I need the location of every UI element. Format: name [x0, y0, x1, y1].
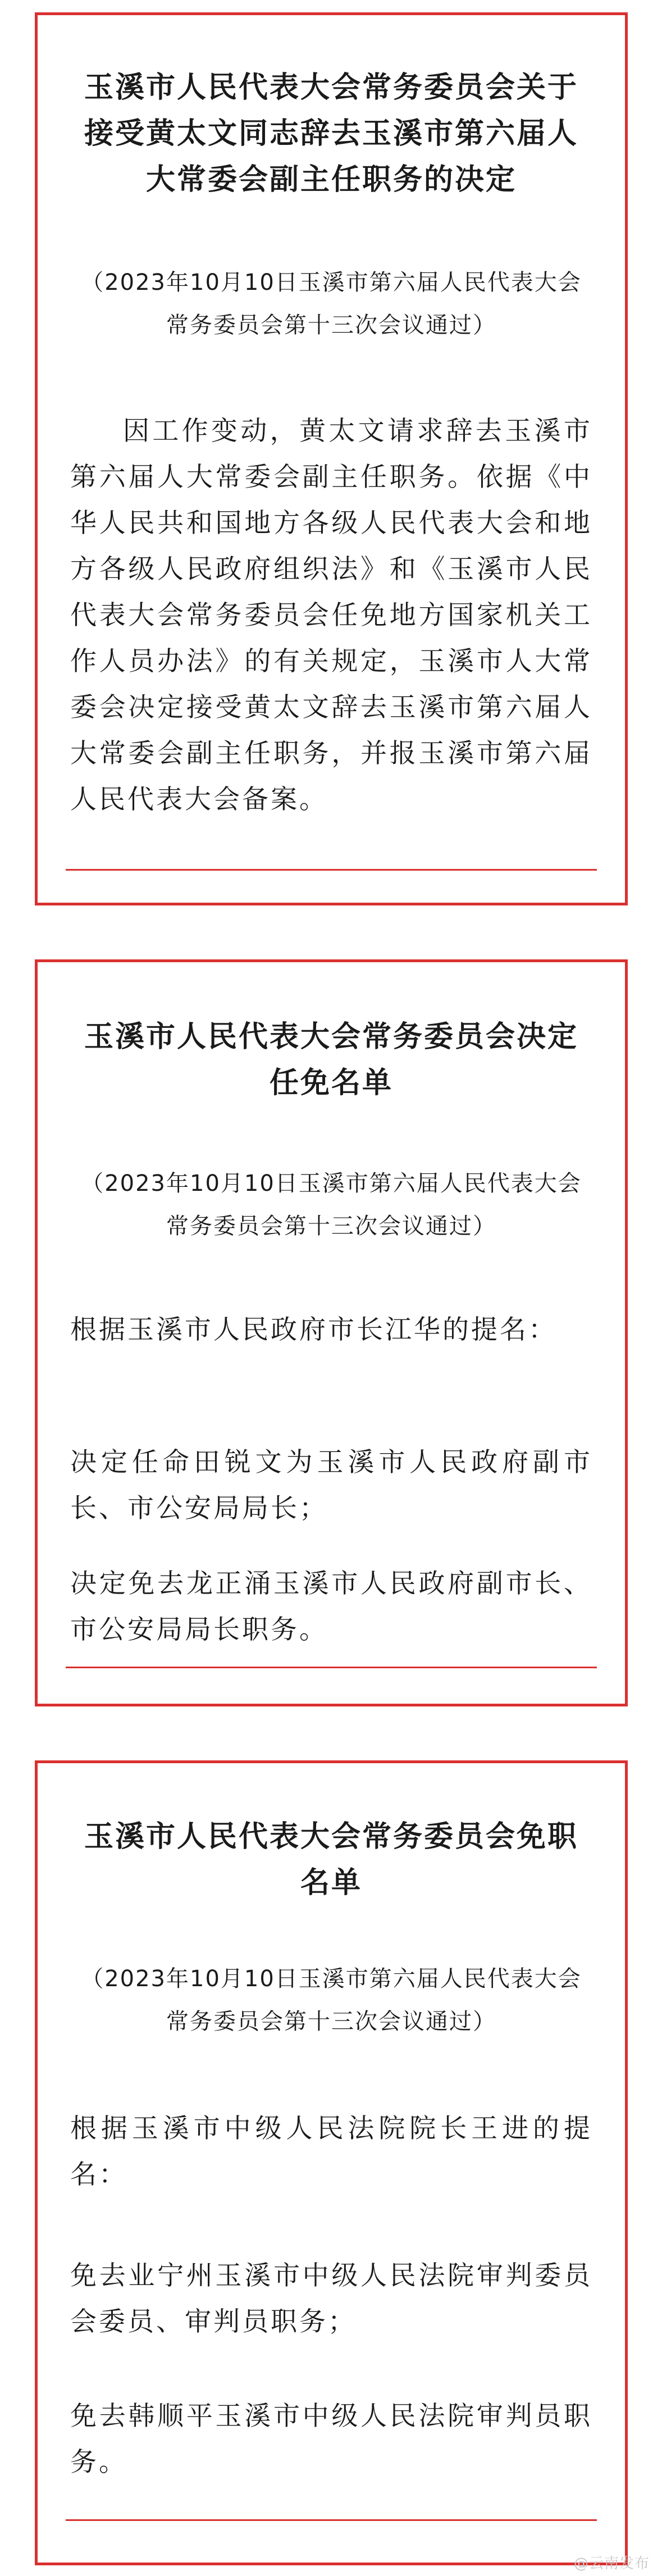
source-watermark: @云南发布: [573, 2555, 650, 2572]
appointment-list-card: [35, 959, 628, 1706]
decision-divider: [66, 869, 597, 871]
appointment-nomination: 根据玉溪市人民政府市长江华的提名：: [70, 1314, 557, 1345]
removal-list-session-note: （2023年10月10日玉溪市第六届人民代表大会常务委员会第十三次会议通过）: [81, 1966, 582, 2035]
decision-body: 因工作变动，黄太文请求辞去玉溪市第六届人大常委会副主任职务。依据《中华人民共和国地方各级人民代表大会和地方各级人民政府组织法》和《玉溪市人民代表大会常务委员会任免地方国家机关工作人员办法》的有关规定，玉溪市人大常委会决定接受黄太文辞去玉溪市第六届人大常委会副主任职务，并报玉溪市第六届人民代表大会备案。: [70, 416, 592, 815]
appointment-list-session-note: （2023年10月10日玉溪市第六届人民代表大会常务委员会第十三次会议通过）: [81, 1171, 582, 1239]
decision-card: [35, 12, 628, 905]
decision-session-note: （2023年10月10日玉溪市第六届人民代表大会常务委员会第十三次会议通过）: [81, 270, 582, 338]
removal-item: 免去韩顺平玉溪市中级人民法院审判员职务。: [70, 2401, 592, 2478]
removal-list-title: 玉溪市人民代表大会常务委员会免职名单: [84, 1820, 578, 1900]
decision-title: 玉溪市人民代表大会常务委员会关于接受黄太文同志辞去玉溪市第六届人大常委会副主任职务的决定: [84, 71, 578, 197]
removal-nomination: 根据玉溪市中级人民法院院长王进的提名：: [70, 2113, 592, 2190]
appointment-list-divider: [66, 1667, 597, 1668]
removal-list-divider: [66, 2519, 597, 2521]
removal-item: 决定免去龙正涌玉溪市人民政府副市长、市公安局局长职务。: [70, 1568, 592, 1645]
appointment-list-title: 玉溪市人民代表大会常务委员会决定任免名单: [84, 1020, 578, 1100]
removal-item: 免去业宁州玉溪市中级人民法院审判委员会委员、审判员职务；: [70, 2260, 592, 2337]
removal-list-card: [35, 1760, 628, 2565]
appointment-item: 决定任命田锐文为玉溪市人民政府副市长、市公安局局长；: [70, 1447, 592, 1524]
